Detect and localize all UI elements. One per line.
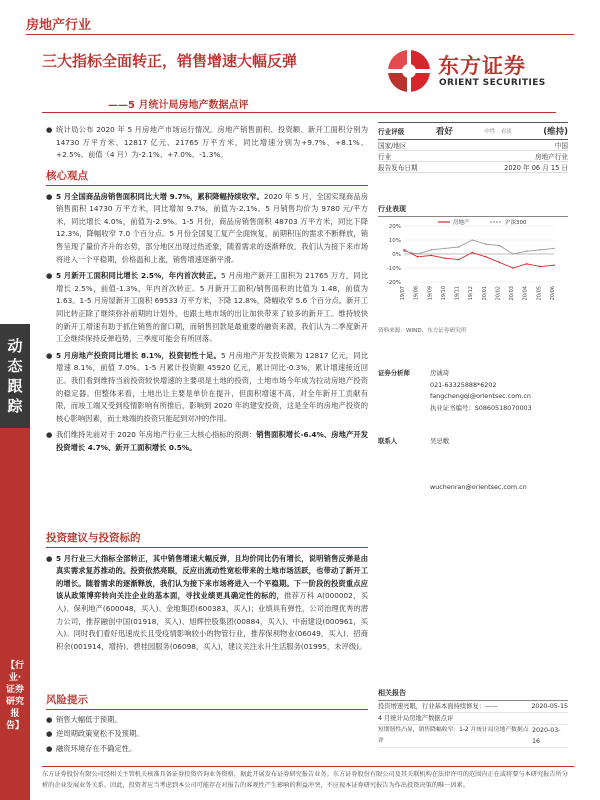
data-point (430, 255, 432, 257)
point-body: 2020 年 5 月，全国实现商品房销售面积 14730 万平方米，同比增加 9.7%，前值为-2.1%。5 月销售均价为 9780 元/平方米，同比增长 4.0%，前值为-2.9%。1-5 月份，商品房销售面积 48703 万平方米，同比下降 12.3%，降幅收窄 7.0 个百分点。5 月份全国复工复产全面恢复，前期积压的需求不断释放，销售呈现了量价齐升的态势，部分地区出现过热迹象，随着需求的逐渐释放，我们认为接下来市场将进入一个平稳期，价格温和上涨，销售增速逐渐平滑。 (56, 191, 368, 264)
related-title: 投资增速亮眼，行业基本面持续修复：—— (378, 703, 498, 710)
analyst-email[interactable]: fangchengqi@orientsec.com.cn (430, 392, 531, 400)
row-value: 房地产行业 (535, 153, 568, 161)
invest-paragraph (46, 553, 368, 654)
related-block (378, 688, 568, 748)
related-title: 短期韧性凸显，销售降幅收窄：1-2 月统计局房地产数据点评 (378, 727, 529, 744)
x-tick-label: 20/05 (536, 286, 543, 301)
risk-section (46, 694, 368, 755)
invest-bold-text: 5 月行业三大指标全部转正，其中销售增速大幅反弹，且均价同比仍有增长，说明销售反弹是由真实需求复苏推动的。投资依然亮眼，反应出流动性宽松带来的土地市场活跃，也带动了新开工的增长。随着需求的逐渐释放，我们认为接下来市场将进入一个平稳期。下一阶段的投资重点应该从政策博弈转向关注企业的基本面，寻找业绩更具确定性的标的， (56, 553, 368, 601)
row-key: 国家/地区 (378, 142, 407, 150)
contact-block (378, 436, 568, 493)
series-line-csi300 (404, 240, 554, 254)
related-item[interactable] (378, 713, 568, 725)
forecast-values: 销售面积增长-6.4%、房地产开发投资增长 4.7%、新开工面积增长 0.5%。 (56, 430, 369, 452)
bullet-icon: ● (46, 743, 53, 753)
core-section (46, 170, 368, 454)
analyst-block (378, 368, 568, 414)
risk-heading: 风险提示 (46, 694, 368, 710)
data-point (471, 239, 473, 241)
data-point (485, 243, 487, 245)
related-item[interactable] (378, 701, 568, 713)
legend-label: 沪深300 (505, 220, 527, 226)
data-point (485, 256, 487, 258)
data-point (444, 248, 446, 250)
intro-paragraph (46, 124, 368, 162)
invest-rest-text: 推荐万科 A(000002，买入)、保利地产(600048，买入)、金地集团(600383，买入)；业绩具有弹性、公司治理优秀的潜力公司，推荐融创中国(01918，买入)、旭辉控股集团(00884，买入)、中南建设(000961，买入)。同时我们看好迅速成长且受疫情影响较小的物管行业，推荐保利物业(06049，买入)、招商积余(001914，增持)、碧桂园服务(06098，买入)，建议关注永升生活服务(01995，未评级)。 (56, 591, 369, 651)
data-point (512, 267, 514, 269)
rating-label: 行业评级 (378, 128, 405, 136)
y-tick-label: 20% (388, 224, 401, 230)
header-divider (26, 34, 574, 35)
contact-heading: 联系人 (378, 437, 398, 445)
core-point-new-start (46, 270, 368, 346)
row-key: 报告发布日期 (378, 164, 418, 172)
bullet-icon: ● (46, 729, 53, 739)
related-title: 4 月统计局房地产数据点评 (378, 715, 454, 722)
analyst-row (378, 380, 568, 392)
related-item[interactable] (378, 725, 568, 748)
x-tick-label: 19/07 (400, 286, 406, 301)
x-tick-label: 19/08 (413, 286, 420, 301)
rating-row (378, 140, 568, 151)
x-tick-label: 19/09 (427, 286, 434, 301)
core-point-sales (46, 191, 368, 267)
point-body: 5 月房地产新开工面积为 21765 万方，同比增长 2.5%，前值-1.3%，年内首次转正。5 月新开工面积/销售面积的比值为 1.48，前值为 1.63。1-5 月房屋新开工面积 69533 万平方米，下降 12.8%，降幅收窄 5.6 个百分点。新开工同比转正除了继续弥补前期的计划外，也跟土地市场的出让加快带来了较多的新开工。维持较快的新开工增速有助于抓住销售的窗口期，而销售回款是最重要的融资来源，我们认为二季度新开工会继续保持反弹趋势，三季度可能会有所回落。 (56, 271, 368, 344)
chart-source: 资料来源：WIND、东方证券研究所 (378, 328, 467, 334)
data-point (526, 263, 528, 265)
data-point (540, 266, 542, 268)
core-point-forecast (46, 429, 368, 454)
perf-heading: 行业表现 (378, 204, 568, 217)
rating-note: (维持) (543, 127, 568, 137)
forecast-lead: 我们维持先前对于 2020 年房地产行业三大核心指标的预测： (56, 430, 257, 440)
x-tick-label: 20/04 (522, 286, 529, 301)
bullet-icon: ● (46, 553, 53, 563)
logo-english-name: ORIENT SECURITIES (439, 78, 546, 88)
x-tick-label: 20/06 (550, 286, 556, 301)
data-point (471, 252, 473, 254)
bullet-icon: ● (46, 430, 53, 440)
rating-value: 看好 (435, 127, 453, 137)
side-label-report-type: 【行业·证券研究报告】 (6, 661, 25, 731)
x-tick-label: 19/12 (468, 286, 475, 301)
legend-label: 房地产 (453, 220, 470, 226)
bullet-icon: ● (46, 350, 53, 360)
industry-category: 房地产行业 (26, 18, 92, 33)
report-subtitle: ——5 月统计局房地产数据点评 (108, 100, 249, 111)
point-body: 5 月房地产开发投资额为 12817 亿元，同比增速 8.1%，前值 7.0%。1-5 月累计投资额 45920 亿元，累计同比-0.3%，累计增速接近回正。我们看到维持当前投资较快增速的主要项是土地的投资，土地市场今年成为拉动房地产投资的稳定器。但整体来看，土地出让主要是单价在提升，但面积增速不高，对全年新开工贡献有限，而竣工端又受到疫情影响有所推后，影响到 2020 年的建安投资，这是全年的房地产投资的核心影响因素，而土地端的投资只能起到对冲的作用。 (56, 350, 368, 423)
y-tick-label: -10% (386, 266, 401, 272)
risk-item (46, 714, 368, 727)
x-tick-label: 20/03 (509, 286, 516, 301)
core-heading: 核心观点 (46, 170, 368, 186)
data-point (499, 245, 501, 247)
row-key: 行业 (378, 153, 392, 161)
y-tick-label: 0% (392, 252, 401, 258)
bullet-icon: ● (46, 714, 53, 724)
y-tick-label: -20% (386, 280, 401, 286)
bullet-icon: ● (46, 271, 53, 281)
risk-item (46, 728, 368, 741)
point-lead: 5 月新开工面积同比增长 2.5%，年内首次转正。 (56, 271, 222, 281)
bullet-icon: ● (46, 125, 53, 134)
risk-text: 销售大幅低于预期。 (56, 714, 122, 724)
rating-row (378, 151, 568, 162)
analyst-cert: 执业证书编号：S0860518070003 (430, 403, 532, 412)
company-logo (386, 44, 572, 106)
data-point (417, 253, 419, 255)
related-heading: 相关报告 (378, 688, 568, 701)
x-tick-label: 19/10 (440, 286, 447, 301)
risk-text: 融资环境存在不确定性。 (56, 743, 137, 753)
side-label-dynamic: 动态跟踪 (7, 337, 23, 415)
related-date: 2020-03-16 (531, 727, 561, 745)
contact-name: 吴忌敷 (430, 437, 450, 445)
data-point (403, 250, 405, 252)
data-point (499, 262, 501, 264)
invest-section (46, 532, 368, 653)
rating-row (378, 162, 568, 173)
analyst-heading: 证券分析师 (378, 369, 410, 377)
analyst-row (378, 368, 568, 380)
contact-row (378, 482, 568, 494)
contact-row (378, 436, 568, 448)
analyst-row (378, 403, 568, 415)
related-date: 2020-05-15 (531, 703, 568, 710)
risk-text: 逆周期政策宽松不及预期。 (56, 729, 144, 739)
data-point (540, 249, 542, 251)
x-tick-label: 20/02 (495, 286, 502, 301)
x-tick-label: 19/11 (454, 286, 461, 301)
point-lead: 5 月房地产投资同比增长 8.1%，投资韧性十足。 (56, 350, 222, 360)
analyst-phone: 021-63325888*6202 (430, 380, 497, 389)
analyst-name: 房诚琦 (430, 369, 450, 377)
data-point (553, 264, 555, 266)
contact-email[interactable]: wuchenran@orientsec.com.cn (430, 482, 527, 491)
rating-block (378, 122, 568, 173)
data-point (458, 259, 460, 261)
data-point (444, 257, 446, 259)
invest-heading: 投资建议与投资标的 (46, 532, 368, 548)
y-tick-label: 10% (388, 238, 401, 244)
subtitle-divider (42, 112, 556, 113)
data-point (430, 249, 432, 251)
data-point (458, 246, 460, 248)
disclaimer-footer: 东方证券股份有限公司经相关主管机关核准具备证券投资咨询业务资格，据此开展发布证券研究报告业务。东方证券股份有限公司及其关联机构在法律许可的范围内正在或将要与本研究报告所分析的企业发展业务关系。因此，投资者应当考虑到本公司可能存在对报告的客观性产生影响的利益冲突，不应视本证券研究报告为作出投资决策的唯一因素。 (42, 766, 574, 791)
data-point (526, 250, 528, 252)
core-point-investment (46, 350, 368, 426)
bullet-icon: ● (46, 191, 53, 201)
row-value: 2020 年 06 月 15 日 (504, 164, 568, 172)
data-point (553, 248, 555, 250)
data-point (512, 253, 514, 255)
series-line-real-estate (404, 250, 554, 268)
risk-item (46, 743, 368, 756)
orient-logo-icon (386, 48, 432, 94)
logo-chinese-name: 东方证券 (438, 54, 526, 78)
analyst-row (378, 391, 568, 403)
row-value: 中国 (554, 142, 568, 150)
report-title: 三大指标全面转正，销售增速大幅反弹 (42, 52, 298, 70)
rating-options: 中性 看淡 (484, 129, 512, 135)
perf-section (378, 204, 568, 217)
perf-chart (378, 218, 568, 322)
data-point (403, 249, 405, 251)
x-tick-label: 20/01 (481, 286, 488, 301)
data-point (417, 256, 419, 258)
intro-block (46, 124, 368, 162)
intro-text: 统计局公布 2020 年 5 月房地产市场运行情况。房地产销售面积、投资额、新开工面积分别为 14730 万平方米、12817 亿元、21765 万平方米，同比增速分别为+9.7%、+8.1%、+2.5%。前值（4 月）为-2.1%、+7.0%、-1.3%。 (56, 125, 368, 160)
point-lead: 5 月全国商品房销售面积同比大增 9.7%，累积降幅持续收窄。 (56, 191, 264, 201)
